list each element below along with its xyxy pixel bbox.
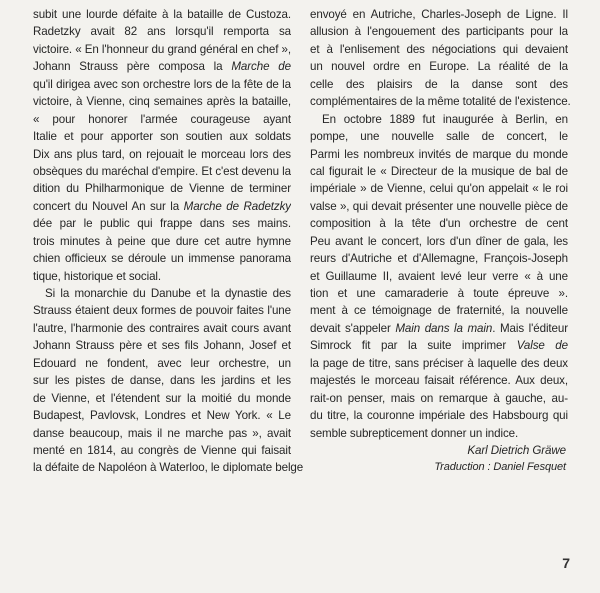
text-run: et à l'enlisement des négociations qui devaient — [310, 42, 568, 56]
text-line — [310, 355, 568, 372]
text-line — [310, 215, 568, 232]
text-run: . Mais l'éditeur — [492, 321, 568, 335]
text-line — [310, 337, 568, 354]
text-run: envoyé en Autriche, Charles-Joseph de Ligne. Il — [310, 8, 568, 21]
text-line — [310, 41, 568, 58]
text-run: un nouvel ordre en Europe. La réalité de la — [310, 60, 568, 74]
text-run: subit une lourde défaite à la bataille de Custoza. — [33, 8, 291, 21]
text-line — [33, 390, 291, 407]
text-line — [310, 128, 568, 145]
text-line — [33, 41, 291, 58]
text-line — [33, 180, 291, 197]
text-line — [33, 163, 291, 180]
text-run: sur les pistes de danse, dans les jardins et les — [33, 374, 291, 388]
italic-title: Marche de — [231, 60, 291, 74]
text-line — [310, 302, 568, 319]
left-column — [33, 6, 304, 477]
text-line — [33, 128, 291, 145]
text-run: du titre, la couronne impériale des Habsbourg qui — [310, 409, 568, 423]
text-line — [33, 337, 291, 354]
text-run: En octobre 1889 fut inaugurée à Berlin, en — [322, 112, 568, 126]
text-run: composition à la tête d'un orchestre de cent — [310, 217, 568, 231]
text-run: Johann Strauss père composa la — [33, 60, 232, 74]
text-line — [33, 250, 291, 267]
text-run: Italie et pour apporter son soutien aux soldats — [33, 130, 291, 144]
text-run: cal figurait le « Directeur de la musique de bal de — [310, 164, 568, 178]
text-run: Edouard ne fondent, avec leur orchestre, un — [33, 356, 291, 370]
text-line — [33, 198, 291, 215]
text-run: Johann Strauss père et ses fils Johann, Josef et — [33, 339, 291, 353]
text-run: dition du Philharmonique de Vienne de terminer — [33, 182, 291, 196]
text-line — [33, 58, 291, 75]
text-run: majestés le morceau faisait référence. Aux deux, — [310, 374, 568, 388]
text-line — [33, 111, 291, 128]
text-line — [33, 355, 291, 372]
text-line — [310, 425, 568, 442]
text-run: Strauss étaient deux formes de pouvoir faites l'une — [33, 304, 291, 318]
text-line — [310, 93, 571, 110]
text-run: la défaite de Napoléon à Waterloo, le diplomate belge — [33, 461, 304, 475]
text-run: impériale » de Vienne, celui qu'on appelait « le roi — [310, 182, 568, 196]
text-run: Budapest, Pavlovsk, Londres et New York. « Le — [33, 409, 291, 423]
text-run: allusion à l'engouement des participants pour la — [310, 25, 568, 39]
text-line — [310, 250, 568, 267]
text-line — [33, 6, 291, 23]
text-run: Peu avant le concert, lors d'un dîner de gala, les — [310, 234, 568, 248]
text-run: concert du Nouvel An sur la — [33, 199, 184, 213]
italic-title: Main dans la main — [395, 321, 493, 335]
text-line — [310, 285, 568, 302]
text-line — [33, 407, 291, 424]
text-line — [310, 23, 568, 40]
text-line — [310, 390, 568, 407]
text-run: valse », qui devait présenter une nouvelle pièce de — [310, 199, 568, 213]
text-run: l'autre, l'harmonie des contraires avait cours avant — [33, 321, 291, 335]
text-run: celle des plaisirs de la danse sont des — [310, 77, 568, 91]
text-run: « pour honorer l'armée courageuse ayant — [33, 112, 291, 126]
text-run: trois minutes à peine que dure cet autre hymne — [33, 234, 291, 248]
text-line — [33, 215, 291, 232]
text-line — [310, 180, 568, 197]
text-run: Radetzky avait 82 ans lorsqu'il remporta sa — [33, 25, 291, 39]
text-line — [33, 459, 304, 476]
text-line — [33, 302, 291, 319]
italic-title: Valse de — [516, 339, 568, 353]
author-signature: Karl Dietrich Gräwe — [467, 443, 566, 457]
text-line — [33, 320, 291, 337]
text-line — [33, 76, 291, 93]
text-run: Parmi les nombreux invités de marque du monde — [310, 147, 568, 161]
text-line — [33, 425, 291, 442]
text-line — [33, 233, 291, 250]
text-run: devait s'appeler — [310, 321, 396, 335]
translator-credit: Traduction : Daniel Fesquet — [434, 461, 566, 474]
text-line — [310, 407, 568, 424]
text-line — [33, 146, 291, 163]
text-line — [310, 58, 568, 75]
text-run: ment à ce témoignage de fraternité, la nouvelle — [310, 304, 568, 318]
text-run: complémentaires de la même totalité de l'existence. — [310, 95, 571, 109]
text-line — [310, 233, 568, 250]
text-run: victoire. « En l'honneur du grand général en chef », — [33, 42, 291, 56]
text-run: et Guillaume II, avaient levé leur verre « à une — [310, 269, 568, 283]
text-line — [310, 163, 568, 180]
text-line — [310, 372, 568, 389]
text-line — [33, 372, 291, 389]
text-run: rait-on penser, mais on remarque à gauche, au- — [310, 391, 568, 405]
text-line — [33, 442, 291, 459]
text-run: reurs d'Autriche et d'Allemagne, François-Joseph — [310, 252, 568, 266]
text-line — [310, 268, 568, 285]
text-run: Si la monarchie du Danube et la dynastie des — [45, 287, 291, 300]
text-line — [33, 285, 291, 302]
text-run: pompe, une nouvelle salle de concert, le — [310, 130, 568, 144]
text-run: obsèques du maréchal d'empire. Et c'est devenu la — [33, 164, 291, 178]
text-run: tique, historique et social. — [33, 269, 162, 283]
text-run: Dix ans plus tard, on rejouait le morceau lors des — [33, 147, 291, 161]
italic-title: Marche de Radetzky — [183, 199, 291, 213]
text-line — [310, 320, 568, 337]
text-run: de Vienne, et l'étendent sur la moitié du monde — [33, 391, 291, 405]
text-line — [310, 76, 568, 93]
page-number: 7 — [562, 555, 570, 571]
text-line — [310, 6, 568, 23]
text-line — [33, 23, 291, 40]
text-run: qu'il dirigea avec son orchestre lors de la fête de la — [33, 77, 291, 91]
right-column — [310, 6, 571, 477]
text-line — [310, 111, 568, 128]
text-run: dée par le public qui frappe dans ses mains. — [33, 217, 291, 231]
text-run: la page de titre, sans préciser à laquelle des deux — [310, 356, 568, 370]
text-run: Simrock fit par la suite imprimer — [310, 339, 517, 353]
text-run: menté en 1814, au congrès de Vienne qui faisait — [33, 443, 291, 457]
text-run: tion et une camaraderie à toute épreuve ». — [310, 287, 568, 300]
text-run: danse beaucoup, mais il ne marche pas », avait — [33, 426, 291, 440]
text-line — [33, 93, 291, 110]
text-run: chien officieux se déroule un immense panorama — [33, 252, 291, 266]
text-run: victoire, à Vienne, cinq semaines après la bataille, — [33, 95, 291, 109]
text-line — [33, 268, 291, 285]
text-run: semble subrepticement donner un indice. — [310, 426, 519, 440]
text-line — [310, 198, 568, 215]
text-line — [310, 146, 568, 163]
